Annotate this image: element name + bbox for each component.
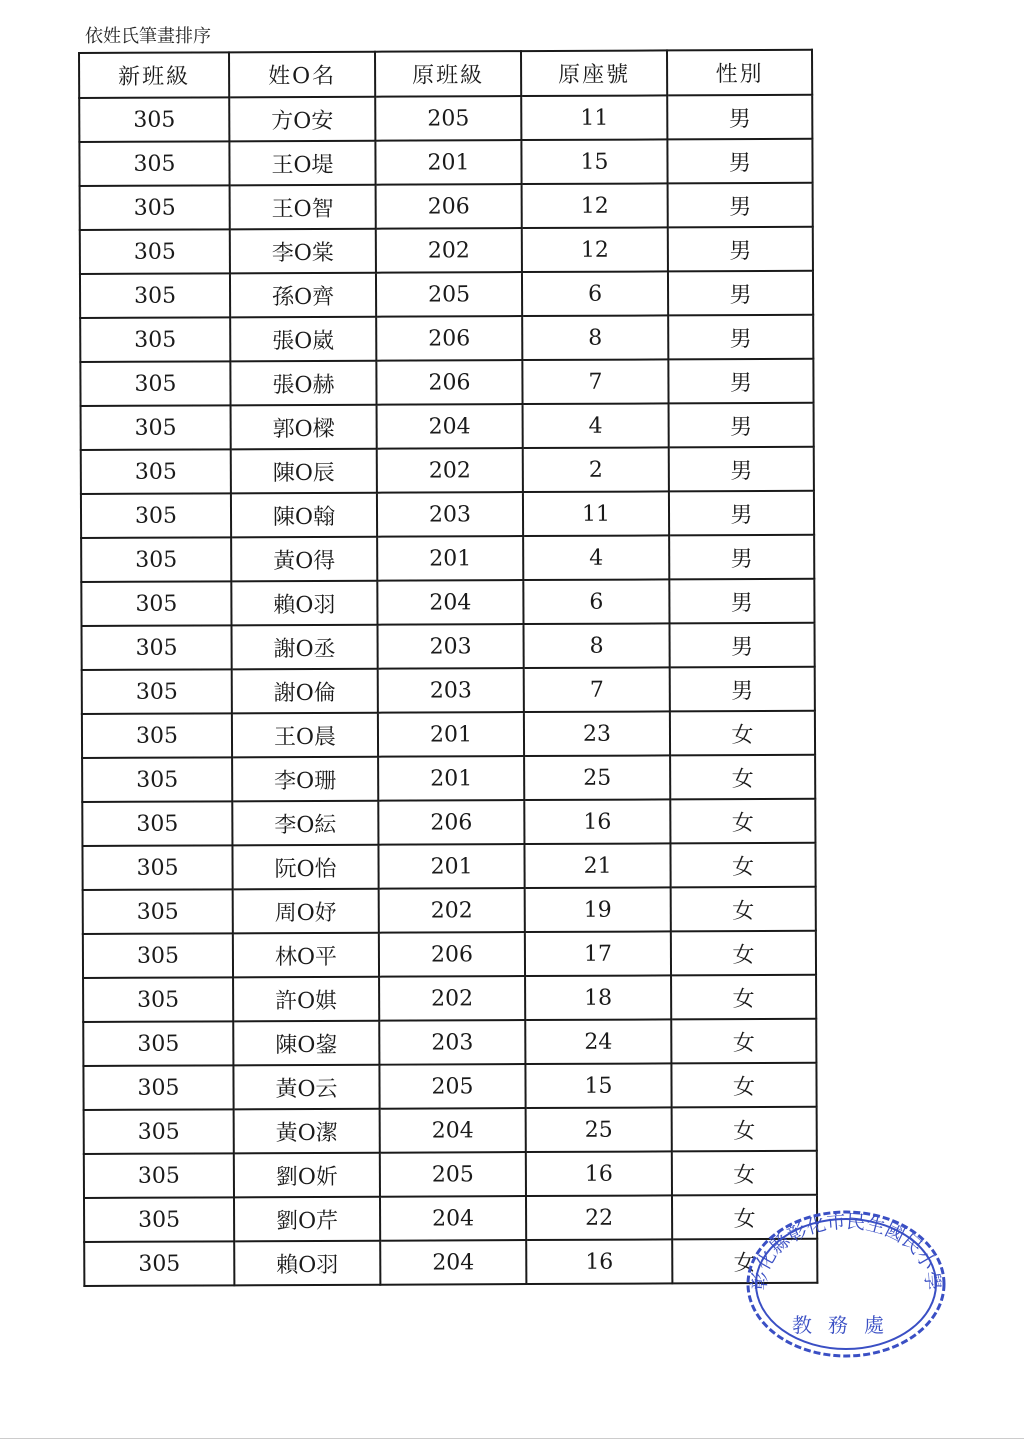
table-row [80, 227, 813, 274]
cell-new-class: 305 [81, 493, 231, 538]
cell-new-class: 305 [81, 581, 231, 626]
cell-new-class: 305 [84, 1241, 234, 1286]
cell-original-seat: 23 [524, 711, 670, 756]
cell-name: 李O珊 [232, 757, 378, 802]
cell-original-seat: 12 [522, 227, 668, 272]
cell-original-seat: 19 [525, 887, 671, 932]
cell-name: 張O崴 [230, 317, 376, 362]
cell-gender: 男 [667, 139, 812, 184]
cell-gender: 女 [670, 755, 815, 800]
cell-original-class: 206 [376, 316, 522, 361]
cell-original-seat: 18 [525, 975, 671, 1020]
table-row [80, 315, 813, 362]
cell-gender: 女 [670, 799, 815, 844]
cell-gender: 男 [668, 359, 813, 404]
cell-new-class: 305 [81, 537, 231, 582]
cell-original-class: 204 [377, 404, 523, 449]
cell-original-seat: 16 [526, 1151, 672, 1196]
table-row [81, 535, 814, 582]
cell-new-class: 305 [82, 757, 232, 802]
cell-new-class: 305 [80, 229, 230, 274]
cell-original-class: 205 [380, 1152, 526, 1197]
cell-original-class: 204 [377, 580, 523, 625]
cell-gender: 男 [669, 403, 814, 448]
cell-new-class: 305 [79, 141, 229, 186]
cell-name: 黃O潔 [234, 1109, 380, 1154]
cell-gender: 女 [672, 1195, 817, 1240]
cell-original-seat: 12 [522, 183, 668, 228]
cell-original-seat: 25 [526, 1107, 672, 1152]
cell-new-class: 305 [82, 713, 232, 758]
table-row [84, 1107, 817, 1154]
cell-original-class: 203 [377, 492, 523, 537]
cell-original-seat: 16 [524, 799, 670, 844]
cell-name: 劉O芹 [234, 1197, 380, 1242]
cell-original-seat: 6 [522, 271, 668, 316]
cell-new-class: 305 [80, 317, 230, 362]
cell-new-class: 305 [79, 97, 229, 142]
seal-outer-text: 彰化縣彰化市民生國民小學 [748, 1210, 944, 1292]
table-body [79, 95, 817, 1286]
cell-new-class: 305 [80, 273, 230, 318]
cell-gender: 男 [669, 579, 814, 624]
cell-name: 陳O辰 [231, 449, 377, 494]
cell-original-seat: 4 [523, 535, 669, 580]
cell-gender: 女 [671, 1063, 816, 1108]
table-row [82, 711, 815, 758]
cell-original-class: 201 [378, 712, 524, 757]
cell-name: 王O智 [230, 185, 376, 230]
cell-gender: 女 [672, 1239, 817, 1284]
cell-original-seat: 17 [525, 931, 671, 976]
cell-original-seat: 2 [523, 447, 669, 492]
cell-original-seat: 4 [523, 403, 669, 448]
sort-note: 依姓氏筆畫排序 [85, 26, 211, 47]
header-name: 姓O名 [229, 52, 375, 98]
cell-gender: 男 [670, 667, 815, 712]
cell-gender: 男 [669, 623, 814, 668]
header-original-seat: 原座號 [521, 50, 667, 96]
cell-gender: 男 [668, 271, 813, 316]
cell-name: 郭O樑 [231, 405, 377, 450]
cell-original-class: 206 [379, 932, 525, 977]
page-bottom-rule [0, 1438, 1024, 1439]
cell-name: 陳O鋆 [233, 1021, 379, 1066]
table-row [83, 1019, 816, 1066]
cell-name: 李O棠 [230, 229, 376, 274]
table-row [83, 975, 816, 1022]
cell-original-seat: 22 [526, 1195, 672, 1240]
table-row [82, 843, 815, 890]
cell-name: 張O赫 [230, 361, 376, 406]
cell-original-class: 205 [375, 96, 521, 141]
table-row [82, 799, 815, 846]
cell-gender: 女 [670, 711, 815, 756]
cell-original-class: 205 [379, 1064, 525, 1109]
cell-name: 黃O云 [233, 1065, 379, 1110]
cell-new-class: 305 [83, 1065, 233, 1110]
cell-name: 王O晨 [232, 713, 378, 758]
cell-original-seat: 15 [521, 139, 667, 184]
cell-original-class: 206 [376, 184, 522, 229]
cell-name: 王O堤 [229, 141, 375, 186]
cell-original-seat: 21 [524, 843, 670, 888]
cell-original-seat: 15 [525, 1063, 671, 1108]
cell-original-class: 201 [378, 756, 524, 801]
cell-gender: 男 [669, 491, 814, 536]
cell-name: 謝O丞 [232, 625, 378, 670]
table-row [81, 579, 814, 626]
table-row [83, 1063, 816, 1110]
cell-original-seat: 7 [524, 667, 670, 712]
cell-name: 謝O倫 [232, 669, 378, 714]
cell-original-class: 201 [378, 844, 524, 889]
cell-gender: 男 [669, 535, 814, 580]
cell-new-class: 305 [84, 1153, 234, 1198]
cell-original-class: 202 [379, 976, 525, 1021]
cell-new-class: 305 [81, 405, 231, 450]
cell-original-class: 206 [378, 800, 524, 845]
cell-new-class: 305 [82, 845, 232, 890]
table-row [84, 1239, 817, 1286]
table-row [81, 491, 814, 538]
cell-new-class: 305 [83, 889, 233, 934]
student-roster-table [78, 49, 818, 1287]
cell-original-class: 202 [376, 228, 522, 273]
cell-gender: 女 [671, 1019, 816, 1064]
cell-original-seat: 7 [522, 359, 668, 404]
cell-new-class: 305 [80, 185, 230, 230]
cell-name: 孫O齊 [230, 273, 376, 318]
cell-new-class: 305 [82, 625, 232, 670]
cell-gender: 女 [671, 931, 816, 976]
table-row [84, 1195, 817, 1242]
cell-name: 賴O羽 [234, 1241, 380, 1286]
table-row [83, 887, 816, 934]
cell-gender: 男 [669, 447, 814, 492]
cell-gender: 女 [672, 1151, 817, 1196]
table-row [80, 271, 813, 318]
cell-new-class: 305 [83, 1021, 233, 1066]
table-row [79, 139, 812, 186]
cell-original-class: 201 [375, 140, 521, 185]
cell-original-class: 206 [376, 360, 522, 405]
table-row [79, 95, 812, 142]
cell-original-seat: 24 [525, 1019, 671, 1064]
cell-name: 黃O得 [231, 537, 377, 582]
table-header-row [79, 50, 812, 98]
cell-new-class: 305 [81, 449, 231, 494]
cell-gender: 男 [668, 315, 813, 360]
cell-original-class: 202 [377, 448, 523, 493]
cell-name: 賴O羽 [231, 581, 377, 626]
cell-gender: 女 [672, 1107, 817, 1152]
cell-original-class: 201 [377, 536, 523, 581]
cell-original-class: 202 [379, 888, 525, 933]
cell-original-seat: 11 [521, 95, 667, 140]
cell-name: 許O娸 [233, 977, 379, 1022]
cell-gender: 男 [667, 95, 812, 140]
cell-gender: 男 [668, 227, 813, 272]
table-row [80, 183, 813, 230]
cell-original-seat: 8 [524, 623, 670, 668]
cell-new-class: 305 [83, 933, 233, 978]
header-gender: 性別 [667, 50, 812, 96]
cell-name: 林O平 [233, 933, 379, 978]
table-row [82, 623, 815, 670]
cell-name: 陳O翰 [231, 493, 377, 538]
cell-original-class: 204 [380, 1108, 526, 1153]
cell-original-seat: 6 [523, 579, 669, 624]
cell-name: 周O妤 [233, 889, 379, 934]
cell-original-class: 205 [376, 272, 522, 317]
cell-gender: 女 [671, 887, 816, 932]
table-row [81, 403, 814, 450]
cell-original-class: 204 [380, 1240, 526, 1285]
cell-original-class: 204 [380, 1196, 526, 1241]
cell-original-seat: 25 [524, 755, 670, 800]
header-original-class: 原班級 [375, 51, 521, 97]
cell-name: 李O紜 [232, 801, 378, 846]
cell-original-seat: 11 [523, 491, 669, 536]
table-row [82, 667, 815, 714]
cell-gender: 男 [668, 183, 813, 228]
cell-new-class: 305 [84, 1197, 234, 1242]
cell-original-class: 203 [378, 668, 524, 713]
cell-original-seat: 8 [522, 315, 668, 360]
cell-new-class: 305 [84, 1109, 234, 1154]
cell-original-class: 203 [379, 1020, 525, 1065]
cell-original-seat: 16 [526, 1239, 672, 1284]
table-row [84, 1151, 817, 1198]
seal-inner-text: 教務處 [792, 1313, 900, 1337]
table-row [80, 359, 813, 406]
header-new-class: 新班級 [79, 52, 229, 98]
cell-new-class: 305 [82, 669, 232, 714]
cell-name: 方O安 [229, 97, 375, 142]
table-row [82, 755, 815, 802]
table-row [83, 931, 816, 978]
table-row [81, 447, 814, 494]
cell-original-class: 203 [378, 624, 524, 669]
cell-new-class: 305 [83, 977, 233, 1022]
cell-new-class: 305 [80, 361, 230, 406]
cell-name: 劉O妡 [234, 1153, 380, 1198]
cell-gender: 女 [670, 843, 815, 888]
cell-new-class: 305 [82, 801, 232, 846]
cell-name: 阮O怡 [232, 845, 378, 890]
cell-gender: 女 [671, 975, 816, 1020]
